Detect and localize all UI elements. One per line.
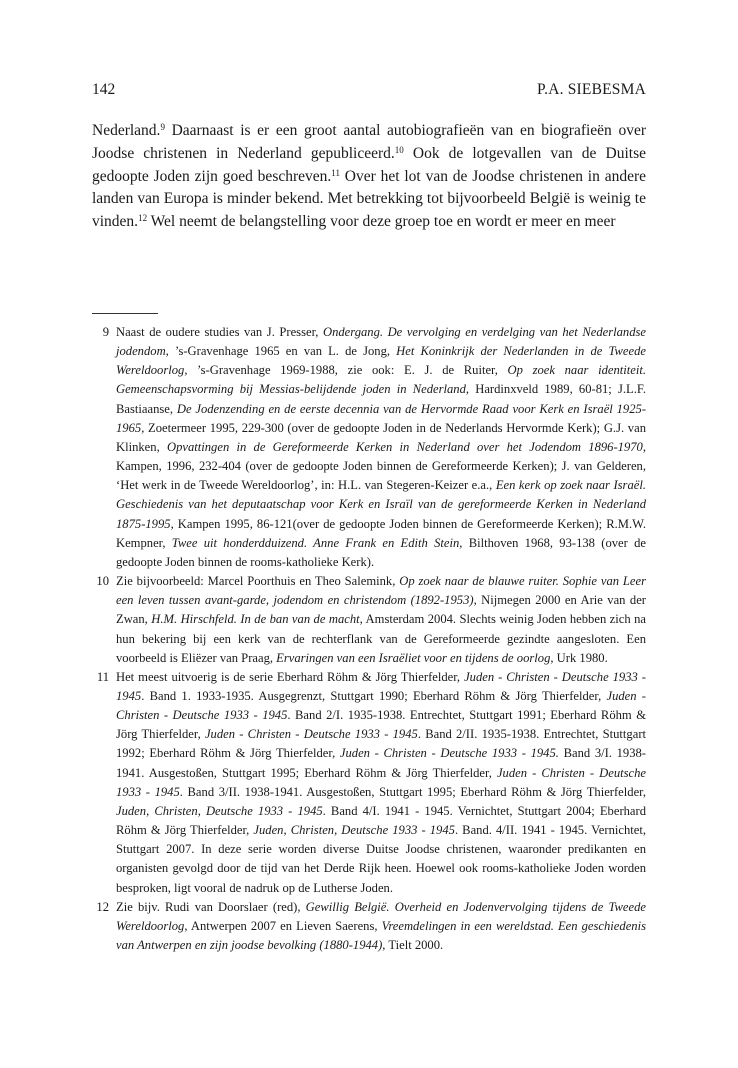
footnote-title-italic: Juden - Christen - Deutsche 1933 - 1945 — [116, 765, 647, 799]
footnote-title-italic: Juden - Christen - Deutsche 1933 - 1945. — [339, 746, 559, 761]
footnote-text-segment: . Band 3/II. 1938-1941. Ausgestoßen, Stuttgart 1995; Eberhard Röhm & Jörg Thierfelder, — [179, 784, 646, 799]
footnote-separator — [92, 313, 158, 314]
running-head-author: P.A. SIEBESMA — [537, 81, 646, 98]
footnote-title-italic: Een kerk op zoek naar Israël. Geschiedenis van het deputaatschap voor Kerk en Israïl van de gereformeerde Kerken in Nederland 1875-1995, — [116, 478, 646, 531]
footnote-title-italic: Twee uit honderdduizend. Anne Frank en Edith Stein — [171, 535, 460, 550]
footnote-title-italic: Juden - Christen - Deutsche 1933 - 1945 — [204, 727, 418, 742]
footnote-text — [116, 572, 646, 668]
footnote-title-italic: Op zoek naar identiteit. Gemeenschapsvorming bij Messias-belijdende joden in Nederland, — [116, 363, 647, 397]
footnote-title-italic: De Jodenzending en de eerste decennia van de Hervormde Raad voor Kerk en Israël 1925-1965, — [116, 401, 646, 435]
footnote-title-italic: Juden - Christen - Deutsche 1933 - 1945 — [116, 688, 646, 723]
footnote-text-segment: ’s-Gravenhage 1965 en van L. de Jong, — [168, 344, 397, 359]
footnote-text-segment: . Band 4/I. 1941 - 1945. Vernichtet, Stuttgart 2004; Eberhard Röhm & Jörg Thierfelder, — [116, 803, 647, 838]
footnote-title-italic: Opvattingen in de Gereformeerde Kerken in Nederland over het Jodendom 1896-1970, — [166, 439, 646, 454]
footnote-title-italic: Juden, Christen, Deutsche 1933 - 1945 — [116, 803, 323, 818]
footnote-ref-12[interactable]: 12 — [138, 213, 148, 224]
footnote-title-italic: Gewillig België. Overheid en Jodenvervolging tijdens de Tweede Wereldoorlog — [116, 899, 646, 933]
footnote-ref-10[interactable]: 10 — [394, 144, 404, 155]
footnote-12 — [92, 898, 646, 955]
footnote-text-segment: , Nijmegen 2000 en Arie van der Zwan, — [116, 593, 646, 627]
footnote-title-italic: Juden - Christen - Deutsche 1933 - 1945 — [116, 669, 646, 703]
footnote-text-segment: , Amsterdam 2004. Slechts weinig Joden hebben zich na hun bekering bij een kerk van de rechterflank van de Gereformeerde gezindte aangesloten. Een voorbeeld is Eliëzer van Praag, — [116, 612, 646, 665]
footnote-text-segment: ’s-Gravenhage 1969-1988, zie ook: E. J. de Ruiter, — [187, 363, 508, 378]
footnote-text-segment: Hardinxveld 1989, 60-81; J.L.F. Bastiaanse, — [116, 382, 647, 416]
footnote-text-segment: Zie bijv. Rudi van Doorslaer (red), — [116, 899, 306, 914]
footnote-title-italic: Op zoek naar de blauwe ruiter. Sophie van Leer een leven tussen avant-garde, jodendom en christendom (1892-1953) — [116, 574, 647, 608]
footnote-ref-11[interactable]: 11 — [331, 167, 340, 178]
footnote-10 — [92, 572, 646, 668]
footnote-text-segment: Kampen, 1996, 232-404 (over de gedoopte Joden binnen de Gereformeerde Kerken); J. van Gelderen, ‘Het werk in de Tweede Wereldoorlog’, in: H.L. van Stegeren-Keizer e.a., — [116, 459, 646, 493]
footnote-title-italic: Ondergang. De vervolging en verdelging van het Nederlandse jodendom, — [116, 325, 646, 359]
footnote-ref-9[interactable]: 9 — [160, 122, 165, 132]
footnote-text-segment: , Bilthoven 1968, 93-138 (over de gedoopte Joden binnen de rooms-katholieke Kerk). — [116, 535, 646, 569]
body-paragraph — [92, 120, 646, 234]
body-text-segment: Ook de lotgevallen van de Duitse gedoopte Joden zijn goed beschreven. — [92, 144, 646, 185]
footnote-text-segment: . Band 1. 1933-1935. Ausgegrenzt, Stuttgart 1990; Eberhard Röhm & Jörg Thierfelder, — [141, 688, 607, 703]
footnote-text-segment: . Band 2/II. 1935-1938. Entrechtet, Stuttgart 1992; Eberhard Röhm & Jörg Thierfelder, — [116, 727, 647, 761]
footnote-number: 9 — [102, 325, 109, 339]
footnote-title-italic: Juden, Christen, Deutsche 1933 - 1945 — [253, 823, 455, 838]
footnote-text-segment: Band 3/I. 1938-1941. Ausgestoßen, Stuttgart 1995; Eberhard Röhm & Jörg Thierfelder, — [116, 746, 646, 780]
body-text-segment: Nederland. — [92, 122, 161, 139]
footnote-title-italic: Vreemdelingen in een wereldstad. Een geschiedenis van Antwerpen en zijn joodse bevolking (1880-1944), — [116, 918, 646, 952]
body-text-segment: Over het lot van de Joodse christenen in andere landen van Europa is minder bekend. Met betrekking tot bijvoorbeeld België is weinig te vinden. — [92, 167, 646, 231]
footnotes-section — [92, 323, 646, 955]
body-text-segment: Wel neemt de belangstelling voor deze groep toe en wordt er meer en meer — [147, 213, 616, 231]
footnote-text-segment: Kampen 1995, 86-121(over de gedoopte Joden binnen de Gereformeerde Kerken); R.M.W. Kempner, — [116, 516, 646, 550]
footnote-text-segment: , Urk 1980. — [550, 650, 608, 665]
footnote-text-segment: Zie bijvoorbeeld: Marcel Poorthuis en Theo Salemink, — [116, 574, 400, 589]
footnote-text — [116, 668, 646, 898]
footnote-text-segment: Zoetermeer 1995, 229-300 (over de gedoopte Joden in de Nederlands Hervormde Kerk); G.J. van Klinken, — [116, 420, 646, 454]
footnote-text-segment: , Antwerpen 2007 en Lieven Saerens, — [184, 918, 382, 933]
footnote-title-italic: H.M. Hirschfeld. In de ban van de macht — [151, 612, 360, 627]
footnote-9 — [92, 323, 646, 572]
page-number: 142 — [92, 81, 116, 98]
footnote-text — [116, 323, 646, 572]
footnote-text-segment: . Band 2/I. 1935-1938. Entrechtet, Stuttgart 1991; Eberhard Röhm & Jörg Thierfelder, — [116, 708, 646, 742]
footnote-11 — [92, 668, 646, 898]
footnote-number: 11 — [96, 669, 109, 684]
body-text-segment: Daarnaast is er een groot aantal autobiografieën van en biografieën over Joodse christenen in Nederland gepubliceerd. — [92, 122, 646, 162]
footnote-text — [116, 898, 646, 955]
footnote-number: 10 — [96, 574, 109, 589]
footnote-title-italic: Het Koninkrijk der Nederlanden in de Tweede Wereldoorlog, — [116, 344, 646, 378]
footnote-text-segment: Het meest uitvoerig is de serie Eberhard Röhm & Jörg Thierfelder, — [116, 669, 465, 684]
footnote-title-italic: Ervaringen van een Israëliet voor en tijdens de oorlog — [276, 650, 551, 665]
footnote-number: 12 — [96, 899, 109, 914]
footnote-text-segment: . Band. 4/II. 1941 - 1945. Vernichtet, Stuttgart 2007. In deze serie worden diverse Duitse Joodse christenen, waaronder predikanten en organisten gevolgd door de tijd van het Derde Rijk heen. Hoewel ook rooms-katholieke Joden worden besproken, ligt vooral de nadruk op de Lutherse Joden. — [116, 823, 646, 895]
footnote-text-segment: Tielt 2000. — [385, 938, 444, 952]
footnote-text-segment: Naast de oudere studies van J. Presser, — [116, 325, 323, 339]
